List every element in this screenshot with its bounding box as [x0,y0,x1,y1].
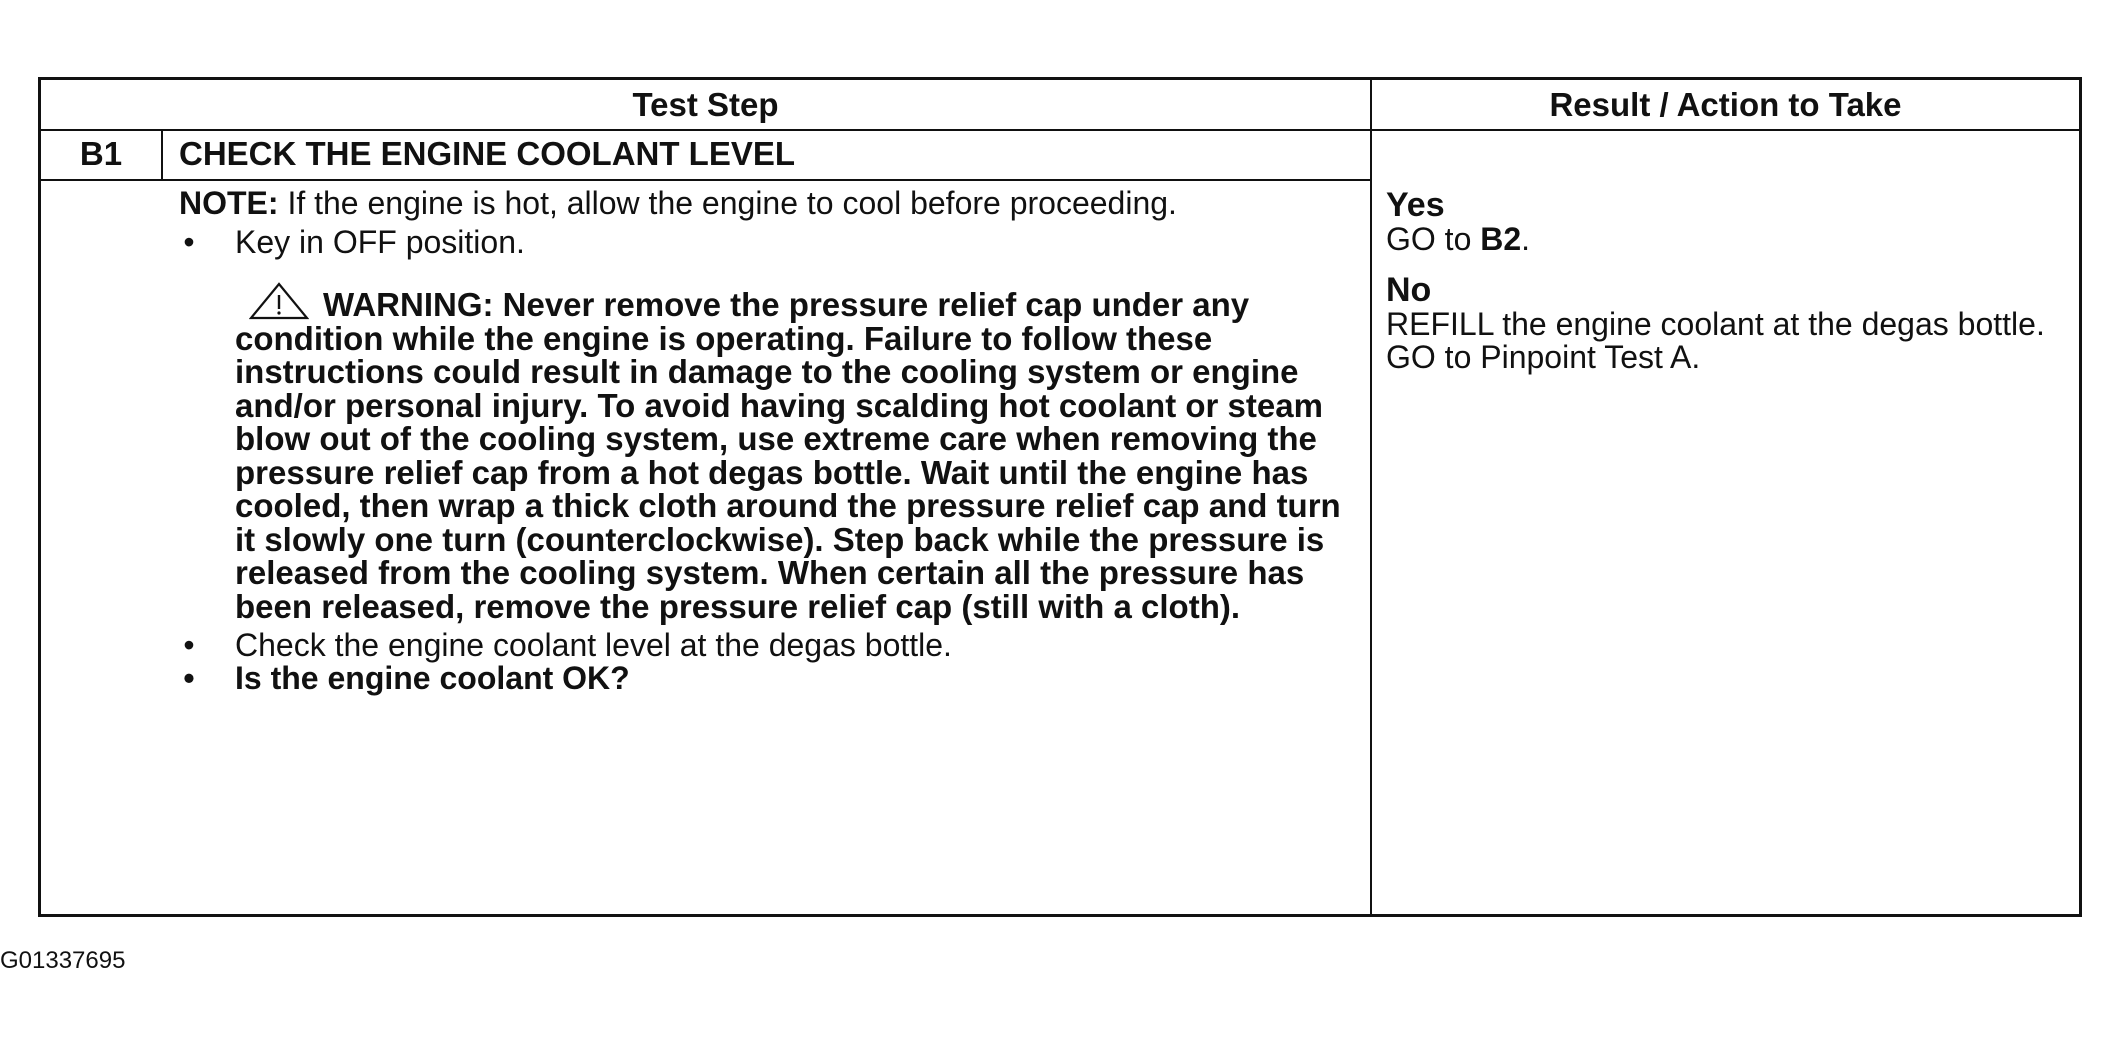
bullet-item [179,226,1349,259]
step-row-divider [41,179,1370,181]
note-text: If the engine is hot, allow the engine to cool before proceeding. [278,185,1177,221]
column-divider [1370,80,1372,914]
step-id-divider [161,129,163,179]
bullet-text-check-level: Check the engine coolant level at the degas bottle. [235,627,952,663]
result-yes-prefix: GO to [1386,221,1481,257]
diagnostic-table [38,77,2082,917]
step-title: CHECK THE ENGINE COOLANT LEVEL [179,135,796,172]
test-step-body [179,187,1349,695]
bullet-text-question: Is the engine coolant OK? [235,660,630,696]
warning-block [235,282,1349,623]
bullet-dot: • [183,224,195,260]
result-yes-target: B2 [1480,221,1522,257]
bullet-item [179,662,1349,695]
header-result-action: Result / Action to Take [1549,86,1902,123]
step-id: B1 [79,135,123,172]
result-yes-action [1386,223,2066,256]
warning-triangle-icon [249,282,309,320]
bullet-dot: • [183,660,195,696]
note-label: NOTE: [179,185,279,221]
bullet-text-key-off: Key in OFF position. [235,224,525,260]
figure-code: G01337695 [0,947,126,974]
result-yes-label: Yes [1386,186,1445,224]
note [179,187,1349,220]
bullet-dot: • [183,627,195,663]
bullet-item [179,629,1349,662]
result-body [1386,187,2066,374]
warning-text: WARNING: Never remove the pressure relief cap under any condition while the engine is operating. Failure to follow these instructions could result in damage to the cooling system or engine and/or personal injury. To avoid having scalding hot coolant or steam blow out of the cooling system, use extreme care when removing the pressure relief cap from a hot degas bottle. Wait until the engine has cooled, then wrap a thick cloth around the pressure relief cap and turn it slowly one turn (counterclockwise). Step back while the pressure is released from the cooling system. When certain all the pressure has been released, remove the pressure relief cap (still with a cloth). [235,286,1341,625]
header-test-step: Test Step [632,86,779,123]
result-yes-suffix: . [1521,221,1531,257]
result-no-label: No [1386,271,1432,309]
result-no-action: REFILL the engine coolant at the degas bottle. GO to Pinpoint Test A. [1386,306,2045,375]
